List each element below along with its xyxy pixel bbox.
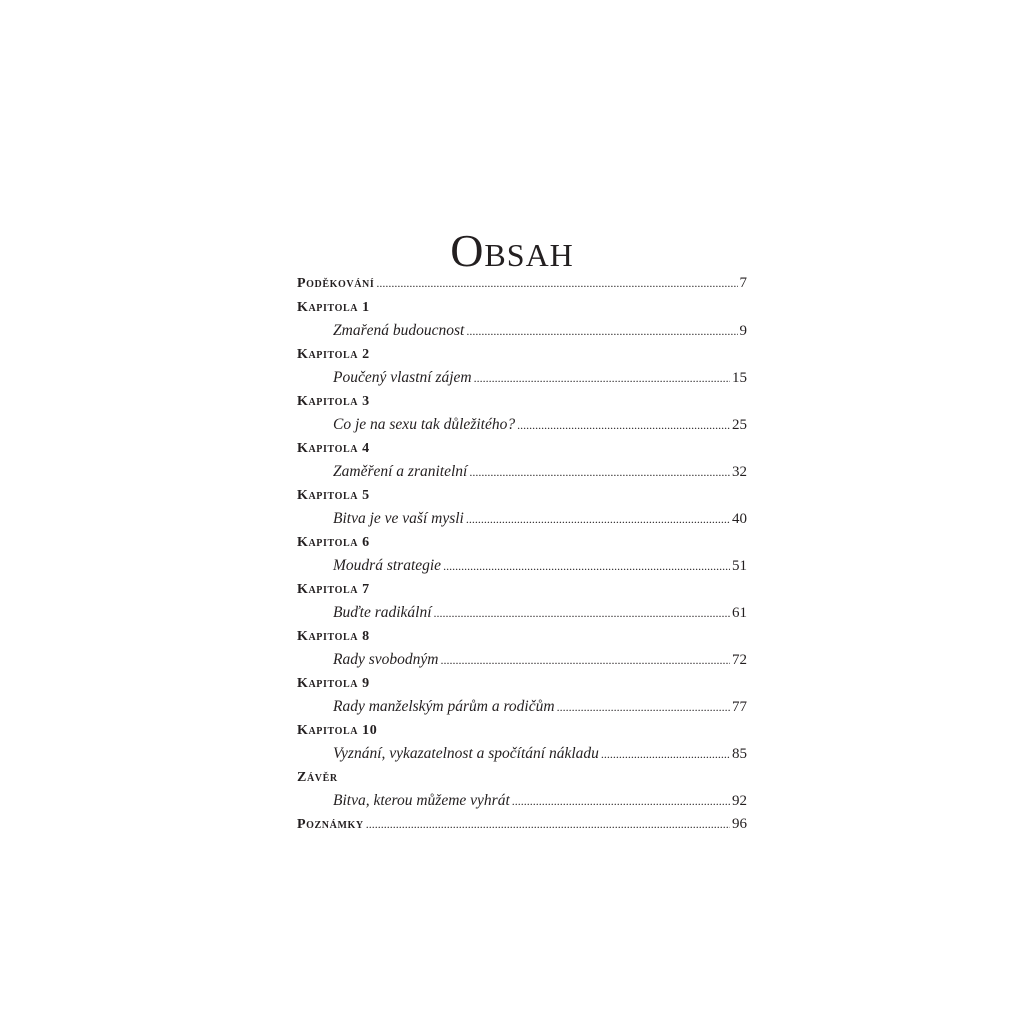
toc-entry-zaver <box>297 789 747 813</box>
toc-page-number: 32 <box>732 464 747 480</box>
toc-page-number: 77 <box>732 699 747 715</box>
toc-entry-title: Poučený vlastní zájem <box>333 369 472 386</box>
toc-entry-title: Rady manželským párům a rodičům <box>333 698 555 715</box>
chapter-heading: Kapitola 6 <box>297 534 370 550</box>
dot-leader <box>443 554 730 579</box>
toc-entry-label: Poděkování <box>297 276 375 291</box>
dot-leader <box>440 648 730 673</box>
toc-entry-chapter-7 <box>297 601 747 625</box>
chapter-heading: Kapitola 7 <box>297 581 370 597</box>
toc-page-number: 25 <box>732 417 747 433</box>
chapter-heading: Kapitola 10 <box>297 722 378 738</box>
toc-page-number: 9 <box>739 323 747 339</box>
toc-page-number: 72 <box>732 652 747 668</box>
dot-leader <box>557 695 730 720</box>
toc-entry-chapter-10 <box>297 742 747 766</box>
toc-entry-chapter-5 <box>297 507 747 531</box>
chapter-heading: Kapitola 9 <box>297 675 370 691</box>
toc-entry-title: Zmařená budoucnost <box>333 322 465 339</box>
toc-page-number: 51 <box>732 558 747 574</box>
toc-entry-chapter-8 <box>297 648 747 672</box>
table-of-contents <box>297 272 747 836</box>
toc-page-number: 96 <box>732 815 747 832</box>
toc-entry-chapter-6 <box>297 554 747 578</box>
dot-leader <box>601 742 730 767</box>
chapter-heading: Závěr <box>297 769 338 785</box>
toc-entry-chapter-4 <box>297 460 747 484</box>
chapter-heading: Kapitola 1 <box>297 299 370 315</box>
toc-page-number: 7 <box>739 275 747 291</box>
toc-page-number: 85 <box>732 746 747 762</box>
page-title: Obsah <box>450 225 574 276</box>
toc-entry-podekovani <box>297 272 747 296</box>
chapter-heading: Kapitola 8 <box>297 628 370 644</box>
toc-page-number: 40 <box>732 511 747 527</box>
dot-leader <box>434 601 730 626</box>
chapter-heading: Kapitola 3 <box>297 393 370 409</box>
toc-entry-title: Rady svobodným <box>333 651 439 668</box>
dot-leader <box>517 413 730 438</box>
toc-entry-title: Vyznání, vykazatelnost a spočítání nákladu <box>333 745 599 762</box>
toc-page-number: 92 <box>732 793 747 809</box>
toc-entry-title: Bitva, kterou můžeme vyhrát <box>333 792 510 809</box>
toc-entry-label: Poznámky <box>297 816 364 832</box>
dot-leader <box>376 272 737 296</box>
toc-entry-poznamky <box>297 813 747 837</box>
dot-leader <box>366 813 730 837</box>
toc-entry-title: Co je na sexu tak důležitého? <box>333 416 516 433</box>
toc-entry-title: Buďte radikální <box>333 604 432 621</box>
dot-leader <box>466 319 737 344</box>
toc-entry-chapter-1 <box>297 319 747 343</box>
toc-entry-chapter-9 <box>297 695 747 719</box>
toc-entry-chapter-3 <box>297 413 747 437</box>
toc-page-number: 61 <box>732 605 747 621</box>
chapter-heading: Kapitola 4 <box>297 440 370 456</box>
toc-entry-title: Zaměření a zranitelní <box>333 463 468 480</box>
toc-entry-title: Bitva je ve vaší mysli <box>333 510 464 527</box>
dot-leader <box>466 507 730 532</box>
toc-entry-chapter-2 <box>297 366 747 390</box>
dot-leader <box>469 460 730 485</box>
chapter-heading: Kapitola 2 <box>297 346 370 362</box>
toc-entry-title: Moudrá strategie <box>333 557 442 574</box>
chapter-heading: Kapitola 5 <box>297 487 370 503</box>
dot-leader <box>512 789 730 814</box>
toc-page-number: 15 <box>732 370 747 386</box>
dot-leader <box>474 366 730 391</box>
